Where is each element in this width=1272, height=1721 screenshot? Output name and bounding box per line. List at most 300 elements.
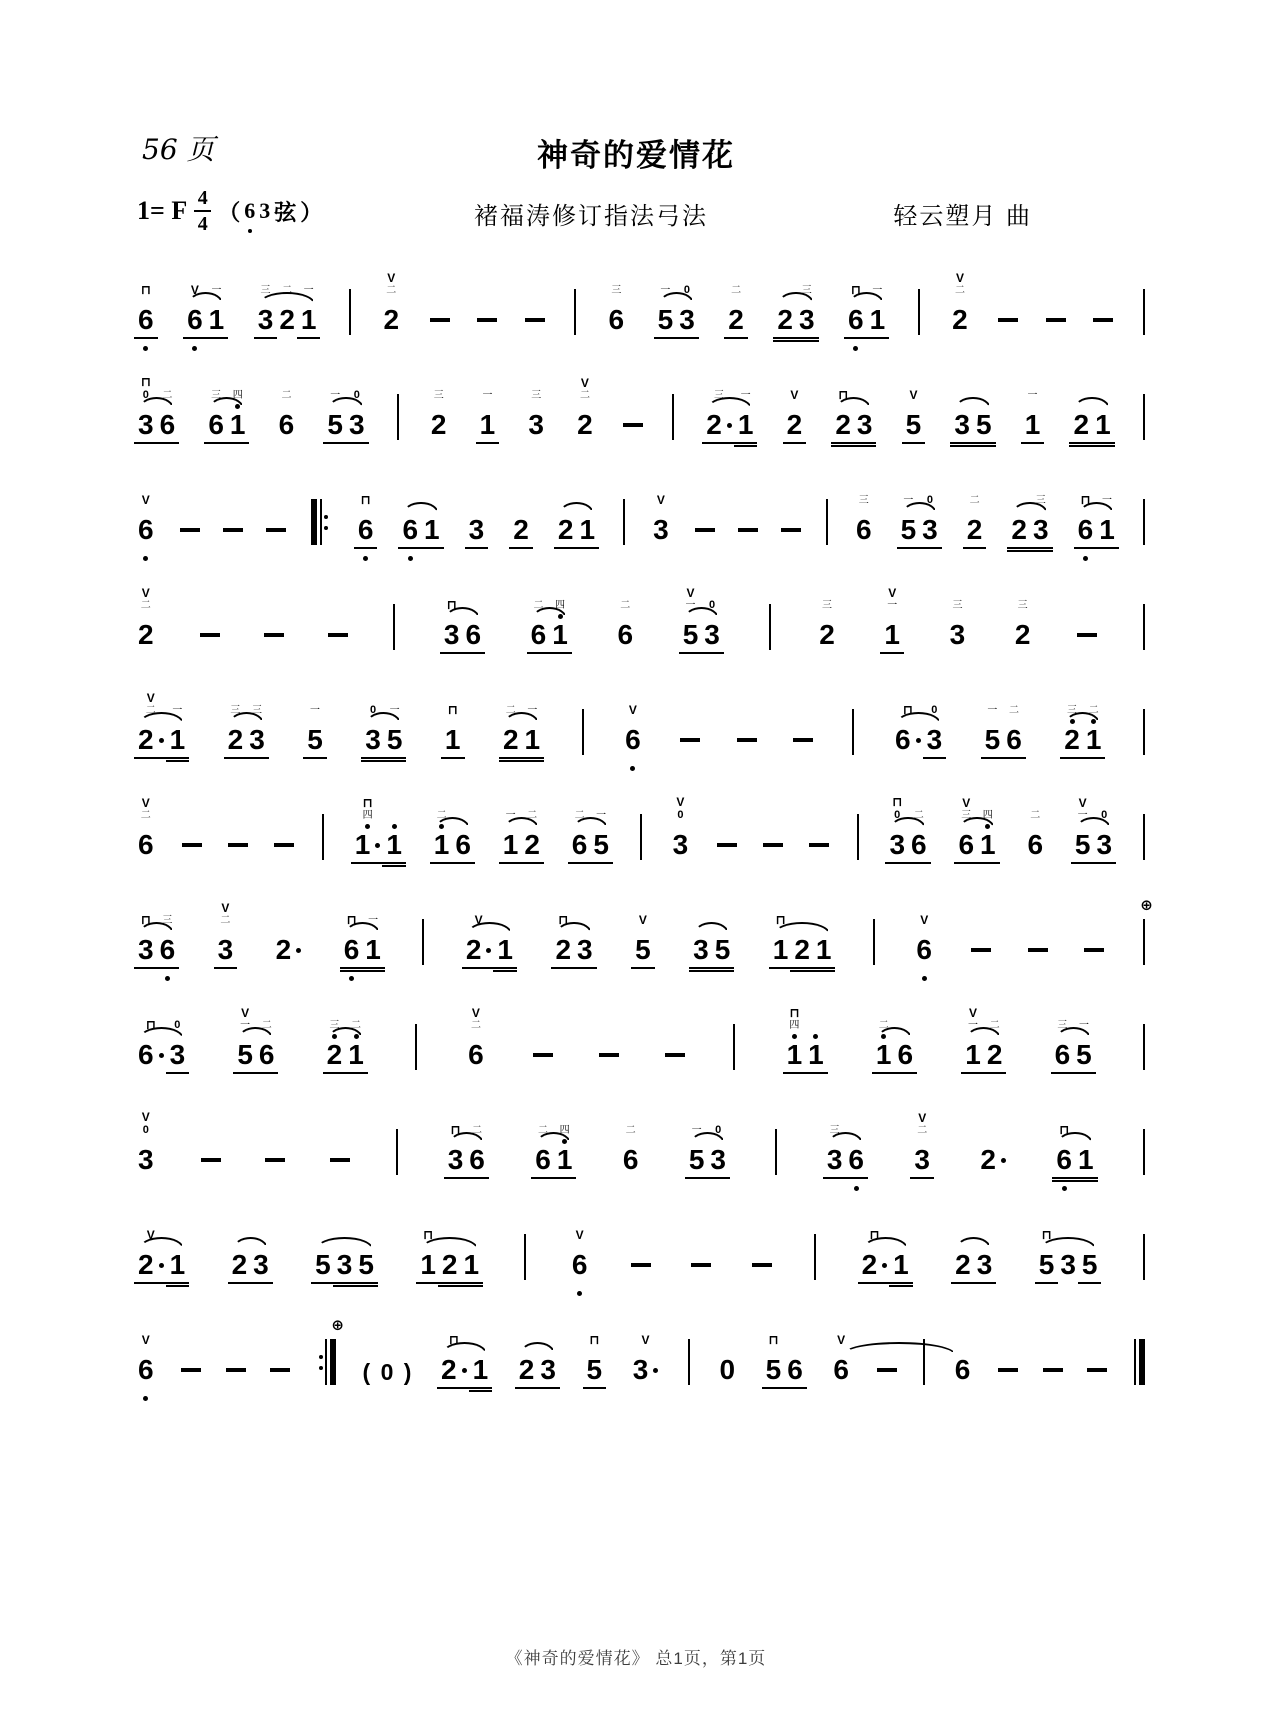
up-bow-icon: V <box>837 1333 846 1347</box>
octave-dot-below <box>1062 1184 1067 1192</box>
note-group <box>1053 1106 1096 1192</box>
barline <box>850 686 856 772</box>
note-annotations <box>927 476 933 506</box>
note-digit: 2 <box>980 1144 996 1175</box>
note-annotations <box>174 1001 180 1031</box>
note <box>676 266 698 352</box>
finger-number: 二 <box>145 705 156 716</box>
finger-number: 二 <box>913 810 924 821</box>
finger-number: 一 <box>172 705 183 716</box>
beam-underlines <box>166 1280 190 1289</box>
note-digit: 5 <box>327 409 343 440</box>
down-bow-icon: ⊓ <box>850 282 861 297</box>
barline <box>621 476 627 562</box>
beam-underlines <box>621 755 645 764</box>
note-digit: 2 <box>966 514 983 545</box>
augmentation-dot <box>653 1368 658 1373</box>
finger-number: 二 <box>538 1125 549 1136</box>
beam-underlines <box>976 1175 1010 1184</box>
up-bow-icon: V <box>141 796 150 810</box>
duration-dash <box>270 1316 290 1402</box>
note-digit: 6 <box>1054 1039 1071 1070</box>
note-digit: 3 <box>1096 829 1113 860</box>
beam-underlines <box>858 1280 892 1289</box>
note-digit: 3 <box>798 304 815 335</box>
duration-dash <box>1093 266 1113 352</box>
down-bow-icon: ⊓ <box>892 794 903 809</box>
beam-underlines <box>649 545 673 554</box>
note-digit: 2 <box>518 1354 535 1385</box>
note-digit: 2 <box>231 1249 248 1280</box>
note-digit: 6 <box>138 514 154 545</box>
note <box>1072 791 1094 877</box>
note-annotations <box>715 1106 721 1136</box>
note-digit: 3 <box>856 409 873 440</box>
note-digit: 3 <box>257 304 274 335</box>
beam-underlines <box>1023 860 1047 869</box>
note <box>215 896 237 982</box>
tuning-close-paren: ） <box>300 199 323 225</box>
duration-dash <box>1046 266 1066 352</box>
beam-underlines <box>134 965 158 974</box>
finger-number: 一 <box>685 600 696 611</box>
note <box>516 1316 538 1402</box>
note <box>892 686 924 772</box>
up-bow-icon: V <box>888 586 897 600</box>
note <box>952 1316 974 1402</box>
music-line <box>135 1106 1147 1192</box>
note-group <box>898 476 941 562</box>
beam-underlines <box>204 440 228 449</box>
note-group <box>951 371 994 457</box>
note-digit: 2 <box>819 619 835 650</box>
note-digit: 1 <box>169 724 186 755</box>
note <box>590 791 612 877</box>
note <box>135 371 157 457</box>
barline <box>731 1001 737 1087</box>
note-digit: 5 <box>657 304 674 335</box>
beam-underlines <box>465 545 489 554</box>
barline <box>1141 1106 1147 1192</box>
beam-underlines <box>589 860 613 869</box>
finger-number: 二 <box>533 600 544 611</box>
finger-number: 一 <box>596 810 607 821</box>
finger-number: 一 <box>691 1125 702 1136</box>
note <box>670 791 692 877</box>
finger-number: 二 <box>731 285 742 296</box>
beam-underlines <box>323 1070 347 1079</box>
note-group <box>569 791 612 877</box>
beam-underlines <box>946 650 970 659</box>
beam-underlines <box>619 1175 643 1184</box>
duration-dash <box>228 791 248 877</box>
note <box>157 896 179 982</box>
augmentation-dot <box>727 423 732 428</box>
note-annotations <box>589 1316 599 1346</box>
note <box>135 1316 157 1402</box>
barline <box>767 581 773 667</box>
note-group <box>229 1211 272 1297</box>
note-digit: 5 <box>975 409 992 440</box>
finger-number: 二 <box>1088 705 1099 716</box>
note-digit: 3 <box>138 934 154 965</box>
duration-dash <box>763 791 783 877</box>
note <box>135 1106 157 1192</box>
note-digit: 6 <box>465 619 482 650</box>
note <box>438 1316 470 1402</box>
beam-underlines <box>205 335 229 344</box>
note <box>532 1106 554 1192</box>
finger-number: 一 <box>482 390 493 401</box>
note-digit: 5 <box>1081 1249 1098 1280</box>
note-digit: 6 <box>535 1144 551 1175</box>
note-digit: 1 <box>786 1039 803 1070</box>
beam-underlines <box>1095 545 1119 554</box>
note <box>135 1211 167 1297</box>
note-digit: 6 <box>787 1354 803 1385</box>
note-digit: 6 <box>402 514 419 545</box>
beam-underlines <box>527 650 551 659</box>
note-group <box>234 1001 277 1087</box>
finger-number: 三 <box>952 600 963 611</box>
note <box>774 266 796 352</box>
beam-underlines <box>804 1070 828 1079</box>
note-group <box>832 371 875 457</box>
up-bow-icon: V <box>387 271 396 285</box>
beam-underlines <box>1056 1280 1080 1289</box>
note <box>952 1211 974 1297</box>
note-digit: 6 <box>848 304 864 335</box>
note-digit: 1 <box>472 1354 489 1385</box>
key-tonic: 1= F <box>137 196 188 225</box>
duration-dash <box>266 476 286 562</box>
note <box>554 1106 576 1192</box>
note <box>949 266 971 352</box>
note-annotations <box>869 1211 879 1241</box>
note-digit: 6 <box>958 829 975 860</box>
note-annotations <box>1059 1106 1069 1136</box>
note <box>298 266 320 352</box>
note-annotations <box>240 1001 250 1031</box>
note-annotations <box>914 791 924 821</box>
note-digit: 5 <box>688 1144 705 1175</box>
barline <box>1140 896 1153 982</box>
up-bow-icon: V <box>641 1333 650 1347</box>
beam-underlines <box>769 965 793 974</box>
note <box>574 896 596 982</box>
duration-dash <box>717 791 737 877</box>
note <box>1075 1106 1097 1192</box>
down-bow-icon: ⊓ <box>447 702 458 717</box>
beam-underlines <box>973 1280 997 1289</box>
beam-underlines <box>245 755 269 764</box>
note-digit: 5 <box>1076 1039 1092 1070</box>
note <box>334 1211 356 1297</box>
up-bow-icon: V <box>955 271 964 285</box>
note <box>345 1001 367 1087</box>
beam-underlines <box>166 755 190 764</box>
note <box>470 1316 492 1402</box>
finger-number: 二 <box>620 600 631 611</box>
note-digit: 5 <box>1038 1249 1055 1280</box>
beam-underlines <box>734 440 758 449</box>
beam-underlines <box>700 650 724 659</box>
note-annotations <box>709 581 715 611</box>
beam-underlines <box>465 1175 489 1184</box>
note <box>184 266 206 352</box>
note <box>1008 476 1030 562</box>
beam-underlines <box>228 1280 252 1289</box>
finger-number: 二 <box>579 390 590 401</box>
finger-number: 三 <box>531 390 542 401</box>
down-bow-icon: ⊓ <box>145 1017 156 1032</box>
note <box>380 266 402 352</box>
octave-dot-below <box>577 1289 582 1297</box>
note-annotations <box>879 1001 889 1031</box>
beam-underlines <box>398 545 422 554</box>
music-line <box>135 1316 1147 1402</box>
down-bow-icon: ⊓ <box>902 702 913 717</box>
note <box>135 476 157 562</box>
note-digit: 6 <box>138 304 154 335</box>
augmentation-dot <box>296 948 301 953</box>
barline <box>420 896 426 982</box>
beam-underlines <box>361 755 385 764</box>
augmentation-dot <box>159 1053 164 1058</box>
note <box>973 371 995 457</box>
note <box>816 581 838 667</box>
open-string-mark: 0 <box>683 284 691 296</box>
note-digit: 2 <box>786 409 803 440</box>
finger-number: 二 <box>1008 705 1019 716</box>
note-annotations <box>990 1001 1000 1031</box>
note-digit: 2 <box>441 1354 457 1385</box>
beam-underlines <box>1074 1175 1098 1184</box>
octave-dot-below <box>922 974 927 982</box>
note-digit: 2 <box>441 1249 458 1280</box>
beam-underlines <box>323 440 347 449</box>
final-barline <box>1132 1316 1147 1402</box>
note <box>574 371 596 457</box>
beam-underlines <box>361 965 385 974</box>
beam-underlines <box>912 965 936 974</box>
note-digit: 2 <box>794 934 810 965</box>
note <box>229 1211 251 1297</box>
note <box>1052 1001 1074 1087</box>
finger-number: 三 <box>260 285 271 296</box>
augmentation-dot <box>159 738 164 743</box>
note-digit: 6 <box>833 1354 849 1385</box>
note <box>911 1106 933 1192</box>
note <box>460 1211 482 1297</box>
beam-underlines <box>675 335 699 344</box>
note-annotations <box>970 476 980 506</box>
note <box>951 371 973 457</box>
beam-underlines <box>469 1385 493 1394</box>
down-bow-icon: ⊓ <box>837 387 849 402</box>
note-digit: 5 <box>900 514 917 545</box>
note-digit: 6 <box>187 304 203 335</box>
note-digit: 1 <box>433 829 450 860</box>
note-digit: 6 <box>855 514 872 545</box>
note-digit: 6 <box>159 409 176 440</box>
duration-dash <box>971 896 991 982</box>
music-line <box>135 686 1147 772</box>
meter-bottom: 4 <box>197 213 208 235</box>
note-digit: 6 <box>469 1144 485 1175</box>
note-digit: 5 <box>307 724 323 755</box>
beam-underlines <box>333 1280 357 1289</box>
down-bow-icon: ⊓ <box>362 795 373 810</box>
beam-underlines <box>416 1280 440 1289</box>
duration-dash <box>181 1316 201 1402</box>
duration-dash <box>599 1001 619 1087</box>
note-annotations <box>1018 581 1028 611</box>
note-digit: 6 <box>916 934 932 965</box>
beam-underlines <box>214 965 238 974</box>
page-number: 56 页 <box>142 133 215 166</box>
note <box>1079 1211 1101 1297</box>
note-annotations <box>822 581 832 611</box>
note-digit: 1 <box>354 829 371 860</box>
note-digit: 6 <box>138 1039 154 1070</box>
note-digit: 6 <box>622 1144 639 1175</box>
note <box>701 581 723 667</box>
open-string-mark: 0 <box>142 389 149 401</box>
note <box>494 896 516 982</box>
open-string-mark: 0 <box>926 494 933 506</box>
note-digit: 3 <box>679 304 695 335</box>
note-digit: 3 <box>954 409 970 440</box>
note-digit: 3 <box>922 514 938 545</box>
note-digit: 3 <box>1032 514 1049 545</box>
up-bow-icon: V <box>920 913 929 927</box>
note <box>655 266 677 352</box>
note <box>256 1001 278 1087</box>
note <box>898 476 920 562</box>
note <box>867 266 889 352</box>
note-annotations <box>482 371 492 401</box>
note-digit: 3 <box>540 1354 556 1385</box>
beam-underlines <box>420 545 444 554</box>
note-digit: 1 <box>229 409 246 440</box>
open-string-mark: 0 <box>709 599 716 611</box>
beam-underlines <box>134 1280 168 1289</box>
note <box>500 791 522 877</box>
beam-underlines <box>907 860 931 869</box>
note-digit: 6 <box>1077 514 1094 545</box>
note <box>521 791 543 877</box>
note-digit: 1 <box>497 934 513 965</box>
note-digit: 1 <box>556 1144 573 1175</box>
beam-underlines <box>815 650 839 659</box>
note-annotations <box>472 1106 482 1136</box>
finger-number: 二 <box>954 285 965 296</box>
duration-dash <box>430 266 450 352</box>
note <box>784 371 806 457</box>
note-digit: 3 <box>577 934 593 965</box>
note-digit: 6 <box>278 409 295 440</box>
note-annotations <box>731 266 741 296</box>
note-annotations <box>141 266 151 296</box>
note <box>620 1106 642 1192</box>
barline <box>522 1211 528 1297</box>
beam-underlines <box>902 440 926 449</box>
note-digit: 1 <box>348 1039 364 1070</box>
note <box>167 1211 189 1297</box>
down-bow-icon: ⊓ <box>1041 1227 1052 1242</box>
finger-number: 四 <box>232 390 243 401</box>
note <box>690 896 712 982</box>
note <box>712 896 734 982</box>
note-digit: 3 <box>217 934 234 965</box>
beam-underlines <box>605 335 629 344</box>
note <box>135 581 157 667</box>
duration-dash <box>631 1211 651 1297</box>
beam-underlines <box>303 755 327 764</box>
finger-number: 二 <box>140 810 151 821</box>
note-annotations <box>191 266 199 296</box>
finger-number: 二 <box>261 1020 272 1031</box>
note-digit: 2 <box>555 934 572 965</box>
beam-underlines <box>354 545 378 554</box>
beam-underlines <box>134 860 158 869</box>
note-digit: 1 <box>169 1249 186 1280</box>
note-digit: 6 <box>138 1354 154 1385</box>
note-annotations <box>626 1106 636 1136</box>
duration-dash <box>525 266 545 352</box>
note-annotations <box>1030 791 1040 821</box>
beam-underlines <box>548 650 572 659</box>
note-digit: 6 <box>1027 829 1044 860</box>
note-annotations <box>887 581 897 611</box>
note-digit: 6 <box>208 409 224 440</box>
finger-number: 一 <box>505 810 516 821</box>
note <box>924 686 946 772</box>
beam-underlines <box>134 335 158 344</box>
up-bow-icon: V <box>918 1111 927 1125</box>
note <box>984 1001 1006 1087</box>
beam-underlines <box>715 1385 739 1394</box>
beam-underlines <box>275 335 299 344</box>
beam-underlines <box>948 335 972 344</box>
note-annotations <box>346 896 356 926</box>
beam-underlines <box>685 1175 709 1184</box>
beam-underlines <box>923 755 947 764</box>
note-annotations <box>917 1106 927 1136</box>
note <box>384 686 406 772</box>
note <box>632 896 654 982</box>
note-digit: 2 <box>835 409 851 440</box>
down-bow-icon: ⊓ <box>789 1005 800 1020</box>
finger-number: 二 <box>351 1020 362 1031</box>
finger-number: 四 <box>982 810 993 821</box>
footer-page-info: 《神奇的爱情花》 总1页，第1页 <box>505 1649 767 1668</box>
augmentation-dot <box>916 738 921 743</box>
note <box>845 1106 867 1192</box>
note <box>763 1316 785 1402</box>
beam-underlines <box>134 1175 158 1184</box>
note-annotations <box>1089 686 1099 716</box>
note-digit: 3 <box>914 1144 930 1175</box>
note-digit: 6 <box>258 1039 275 1070</box>
note-digit: 1 <box>424 514 440 545</box>
note-digit: 3 <box>447 1144 464 1175</box>
finger-number: 一 <box>887 600 898 611</box>
note <box>304 686 326 772</box>
note-digit: 1 <box>869 304 886 335</box>
tie-arc <box>843 1342 955 1354</box>
